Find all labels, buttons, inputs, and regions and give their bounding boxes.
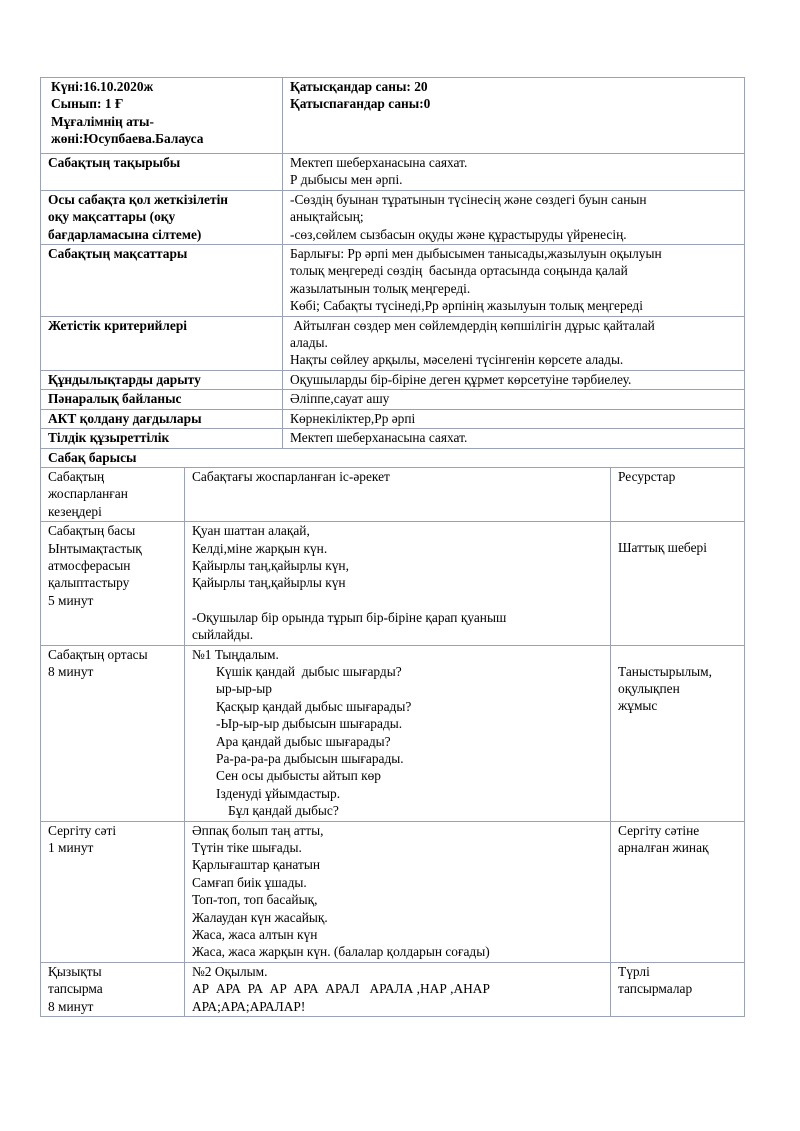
stage-text: қалыптастыру	[48, 575, 130, 591]
info-label-cell	[41, 409, 283, 428]
info-value: Нақты сөйлеу арқылы, мәселені түсінгенін көрсете алады.	[290, 352, 624, 368]
activity-cell	[185, 821, 611, 962]
stage-text: Ынтымақтастық	[48, 540, 142, 556]
stage-text: Сабақтың басы	[48, 523, 136, 539]
info-value: Әліппе,сауат ашу	[290, 391, 390, 407]
info-label: оқу мақсаттары (оқу	[48, 209, 176, 225]
activity-text: Самғап биік ұшады.	[192, 874, 307, 890]
class-name: Сынып: 1 Ғ	[51, 96, 124, 112]
stage-text: Сергіту сәті	[48, 822, 117, 838]
activity-text: Сен осы дыбысты айтып көр	[216, 768, 381, 784]
stage-text: 8 минут	[48, 663, 94, 679]
info-value: Көрнекіліктер,Рр әрпі	[290, 410, 416, 426]
activity-text: Ізденуді ұйымдастыр.	[216, 785, 341, 801]
activity-text: АРА;АРА;АРАЛАР!	[192, 998, 306, 1014]
activity-text: Жаса, жаса алтын күн	[192, 927, 318, 943]
stage-row	[41, 522, 745, 645]
stage-row	[41, 962, 745, 1016]
activity-text: Бұл қандай дыбыс?	[228, 803, 339, 819]
info-label-cell	[41, 245, 283, 317]
activity-column-header: Сабақтағы жоспарланған іс-әрекет	[185, 467, 611, 521]
activity-text: -Ыр-ыр-ыр дыбысын шығарады.	[216, 716, 403, 732]
stage-cell	[41, 522, 185, 645]
info-value-cell	[283, 370, 745, 389]
info-label: Сабақтың тақырыбы	[48, 155, 181, 170]
absent-count: Қатыспағандар саны:0	[290, 96, 431, 112]
resource-text: жұмыс	[618, 698, 658, 714]
lesson-date: Күні:16.10.2020ж	[51, 79, 154, 94]
info-value: жазылатынын толық меңгереді.	[290, 280, 471, 296]
activity-text: Қасқыр қандай дыбыс шығарады?	[216, 698, 412, 714]
resource-text	[618, 522, 740, 539]
info-row	[41, 429, 745, 448]
column-header-row	[41, 467, 745, 521]
header-row	[41, 78, 745, 154]
activity-text: Келді,міне жарқын күн.	[192, 540, 328, 556]
activity-text	[192, 592, 606, 609]
info-label: Сабақтың мақсаттары	[48, 246, 188, 262]
stage-cell	[41, 962, 185, 1016]
info-value: -Сөздің буынан тұратынын түсінесің және сөздегі буын санын	[290, 191, 647, 207]
activity-text: Жалаудан күн жасайық.	[192, 909, 328, 925]
info-value-cell	[283, 154, 745, 191]
activity-text: Топ-топ, топ басайық,	[192, 892, 318, 908]
resource-text: Түрлі	[618, 963, 650, 979]
info-value: Мектеп шеберханасына саяхат.	[290, 155, 468, 170]
info-row	[41, 316, 745, 370]
present-count: Қатысқандар саны: 20	[290, 79, 428, 94]
info-value: Мектеп шеберханасына саяхат.	[290, 430, 468, 446]
resources-column-header: Ресурстар	[611, 467, 745, 521]
stage-text: 1 минут	[48, 840, 94, 856]
info-label-cell	[41, 390, 283, 409]
info-label: Тілдік құзыреттілік	[48, 430, 170, 446]
info-value: Р дыбысы мен әрпі.	[290, 172, 403, 188]
info-value: толық меңгереді сөздің басында ортасында соңында қалай	[290, 263, 628, 279]
info-label-cell	[41, 316, 283, 370]
stage-cell	[41, 645, 185, 821]
activity-text: ыр-ыр-ыр	[216, 681, 272, 697]
resource-text: Сергіту сәтіне	[618, 822, 700, 838]
info-value: -сөз,сөйлем сызбасын оқуды және құрастыруды үйренесің.	[290, 226, 627, 242]
activity-cell	[185, 645, 611, 821]
info-rows	[41, 154, 745, 449]
info-value: Барлығы: Рр әрпі мен дыбысымен танысады,жазылуын оқылуын	[290, 246, 662, 262]
resources-cell	[611, 645, 745, 821]
stage-text: Сабақтың ортасы	[48, 646, 148, 662]
info-value: алады.	[290, 335, 328, 351]
activity-text: Қарлығаштар қанатын	[192, 857, 321, 873]
resources-cell	[611, 821, 745, 962]
activity-text: Қайырлы таң,қайырлы күн,	[192, 557, 349, 573]
info-value-cell	[283, 190, 745, 244]
lesson-plan-page	[40, 77, 744, 1017]
info-value-cell	[283, 429, 745, 448]
info-value-cell	[283, 245, 745, 317]
activity-text: №2 Оқылым.	[192, 963, 268, 979]
teacher-name: жөні:Юсупбаева.Балауса	[51, 131, 204, 147]
stage-rows	[41, 522, 745, 1017]
info-row	[41, 370, 745, 389]
resources-cell	[611, 962, 745, 1016]
activity-text: АР АРА РА АР АРА АРАЛ АРАЛА ,НАР ,АНАР	[192, 981, 490, 997]
info-label: Осы сабақта қол жеткізілетін	[48, 191, 229, 207]
resources-cell	[611, 522, 745, 645]
resource-text: тапсырмалар	[618, 981, 693, 997]
info-row	[41, 154, 745, 191]
activity-text: Әппақ болып таң атты,	[192, 822, 324, 838]
activity-text: Күшік қандай дыбыс шығарды?	[216, 663, 402, 679]
info-row	[41, 245, 745, 317]
info-label: Пәнаралық байланыс	[48, 391, 182, 407]
activity-text: Ара қандай дыбыс шығарады?	[216, 733, 391, 749]
stage-row	[41, 645, 745, 821]
stage-text: Қызықты	[48, 963, 102, 979]
stage-text: атмосферасын	[48, 557, 131, 573]
stage-column-header-line: Сабақтың	[48, 468, 105, 484]
activity-title: №1 Тыңдалым.	[192, 646, 279, 662]
activity-text: Жаса, жаса жарқын күн. (балалар қолдарын соғады)	[192, 944, 490, 960]
info-row	[41, 390, 745, 409]
info-row	[41, 409, 745, 428]
info-value: Көбі; Сабақты түсінеді,Рр әрпінің жазылуын толық меңгереді	[290, 298, 643, 314]
teacher-label: Мұғалімнің аты-	[51, 113, 154, 129]
resource-text: Таныстырылым,	[618, 663, 712, 679]
activity-text: Ра-ра-ра-ра дыбысын шығарады.	[216, 751, 404, 766]
info-label-cell	[41, 429, 283, 448]
info-row	[41, 190, 745, 244]
stage-row	[41, 821, 745, 962]
stage-column-header	[41, 467, 185, 521]
info-value-cell	[283, 409, 745, 428]
info-value-cell	[283, 316, 745, 370]
activity-cell	[185, 522, 611, 645]
info-value: Оқушыларды бір-біріне деген құрмет көрсетуіне тәрбиелеу.	[290, 371, 632, 387]
lesson-plan-table	[40, 77, 745, 1017]
info-label: Жетістік критерийлері	[48, 317, 188, 333]
info-label: Құндылықтарды дарыту	[48, 371, 201, 387]
activity-text: Түтін тіке шығады.	[192, 840, 302, 856]
resource-text: Шаттық шебері	[618, 540, 707, 556]
header-info-cell	[41, 78, 283, 154]
stage-text: тапсырма	[48, 981, 103, 997]
info-value: Айтылған сөздер мен сөйлемдердің көпшілігін дұрыс қайталай	[290, 317, 655, 333]
info-label: бағдарламасына сілтеме)	[48, 226, 202, 242]
stage-text: 8 минут	[48, 998, 94, 1014]
stage-column-header-line: жоспарланған	[48, 486, 128, 502]
info-label-cell	[41, 370, 283, 389]
resource-text: арналған жинақ	[618, 840, 709, 856]
resource-text: оқулықпен	[618, 680, 680, 696]
activity-text: сыйлайды.	[192, 627, 254, 643]
activity-text: Қуан шаттан алақай,	[192, 523, 310, 539]
info-label-cell	[41, 190, 283, 244]
info-value: анықтайсың;	[290, 209, 364, 225]
stage-text: 5 минут	[48, 592, 94, 608]
info-label: АКТ қолдану дағдылары	[48, 410, 202, 426]
progress-title-row	[41, 448, 745, 467]
stage-column-header-line: кезеңдері	[48, 503, 102, 519]
attendance-cell	[283, 78, 745, 154]
activity-cell	[185, 962, 611, 1016]
progress-title: Сабақ барысы	[41, 448, 745, 467]
activity-text: Қайырлы таң,қайырлы күн	[192, 575, 346, 591]
activity-text: -Оқушылар бір орында тұрып бір-біріне қарап қуаныш	[192, 609, 507, 625]
resource-text	[618, 646, 740, 663]
stage-cell	[41, 821, 185, 962]
info-label-cell	[41, 154, 283, 191]
info-value-cell	[283, 390, 745, 409]
